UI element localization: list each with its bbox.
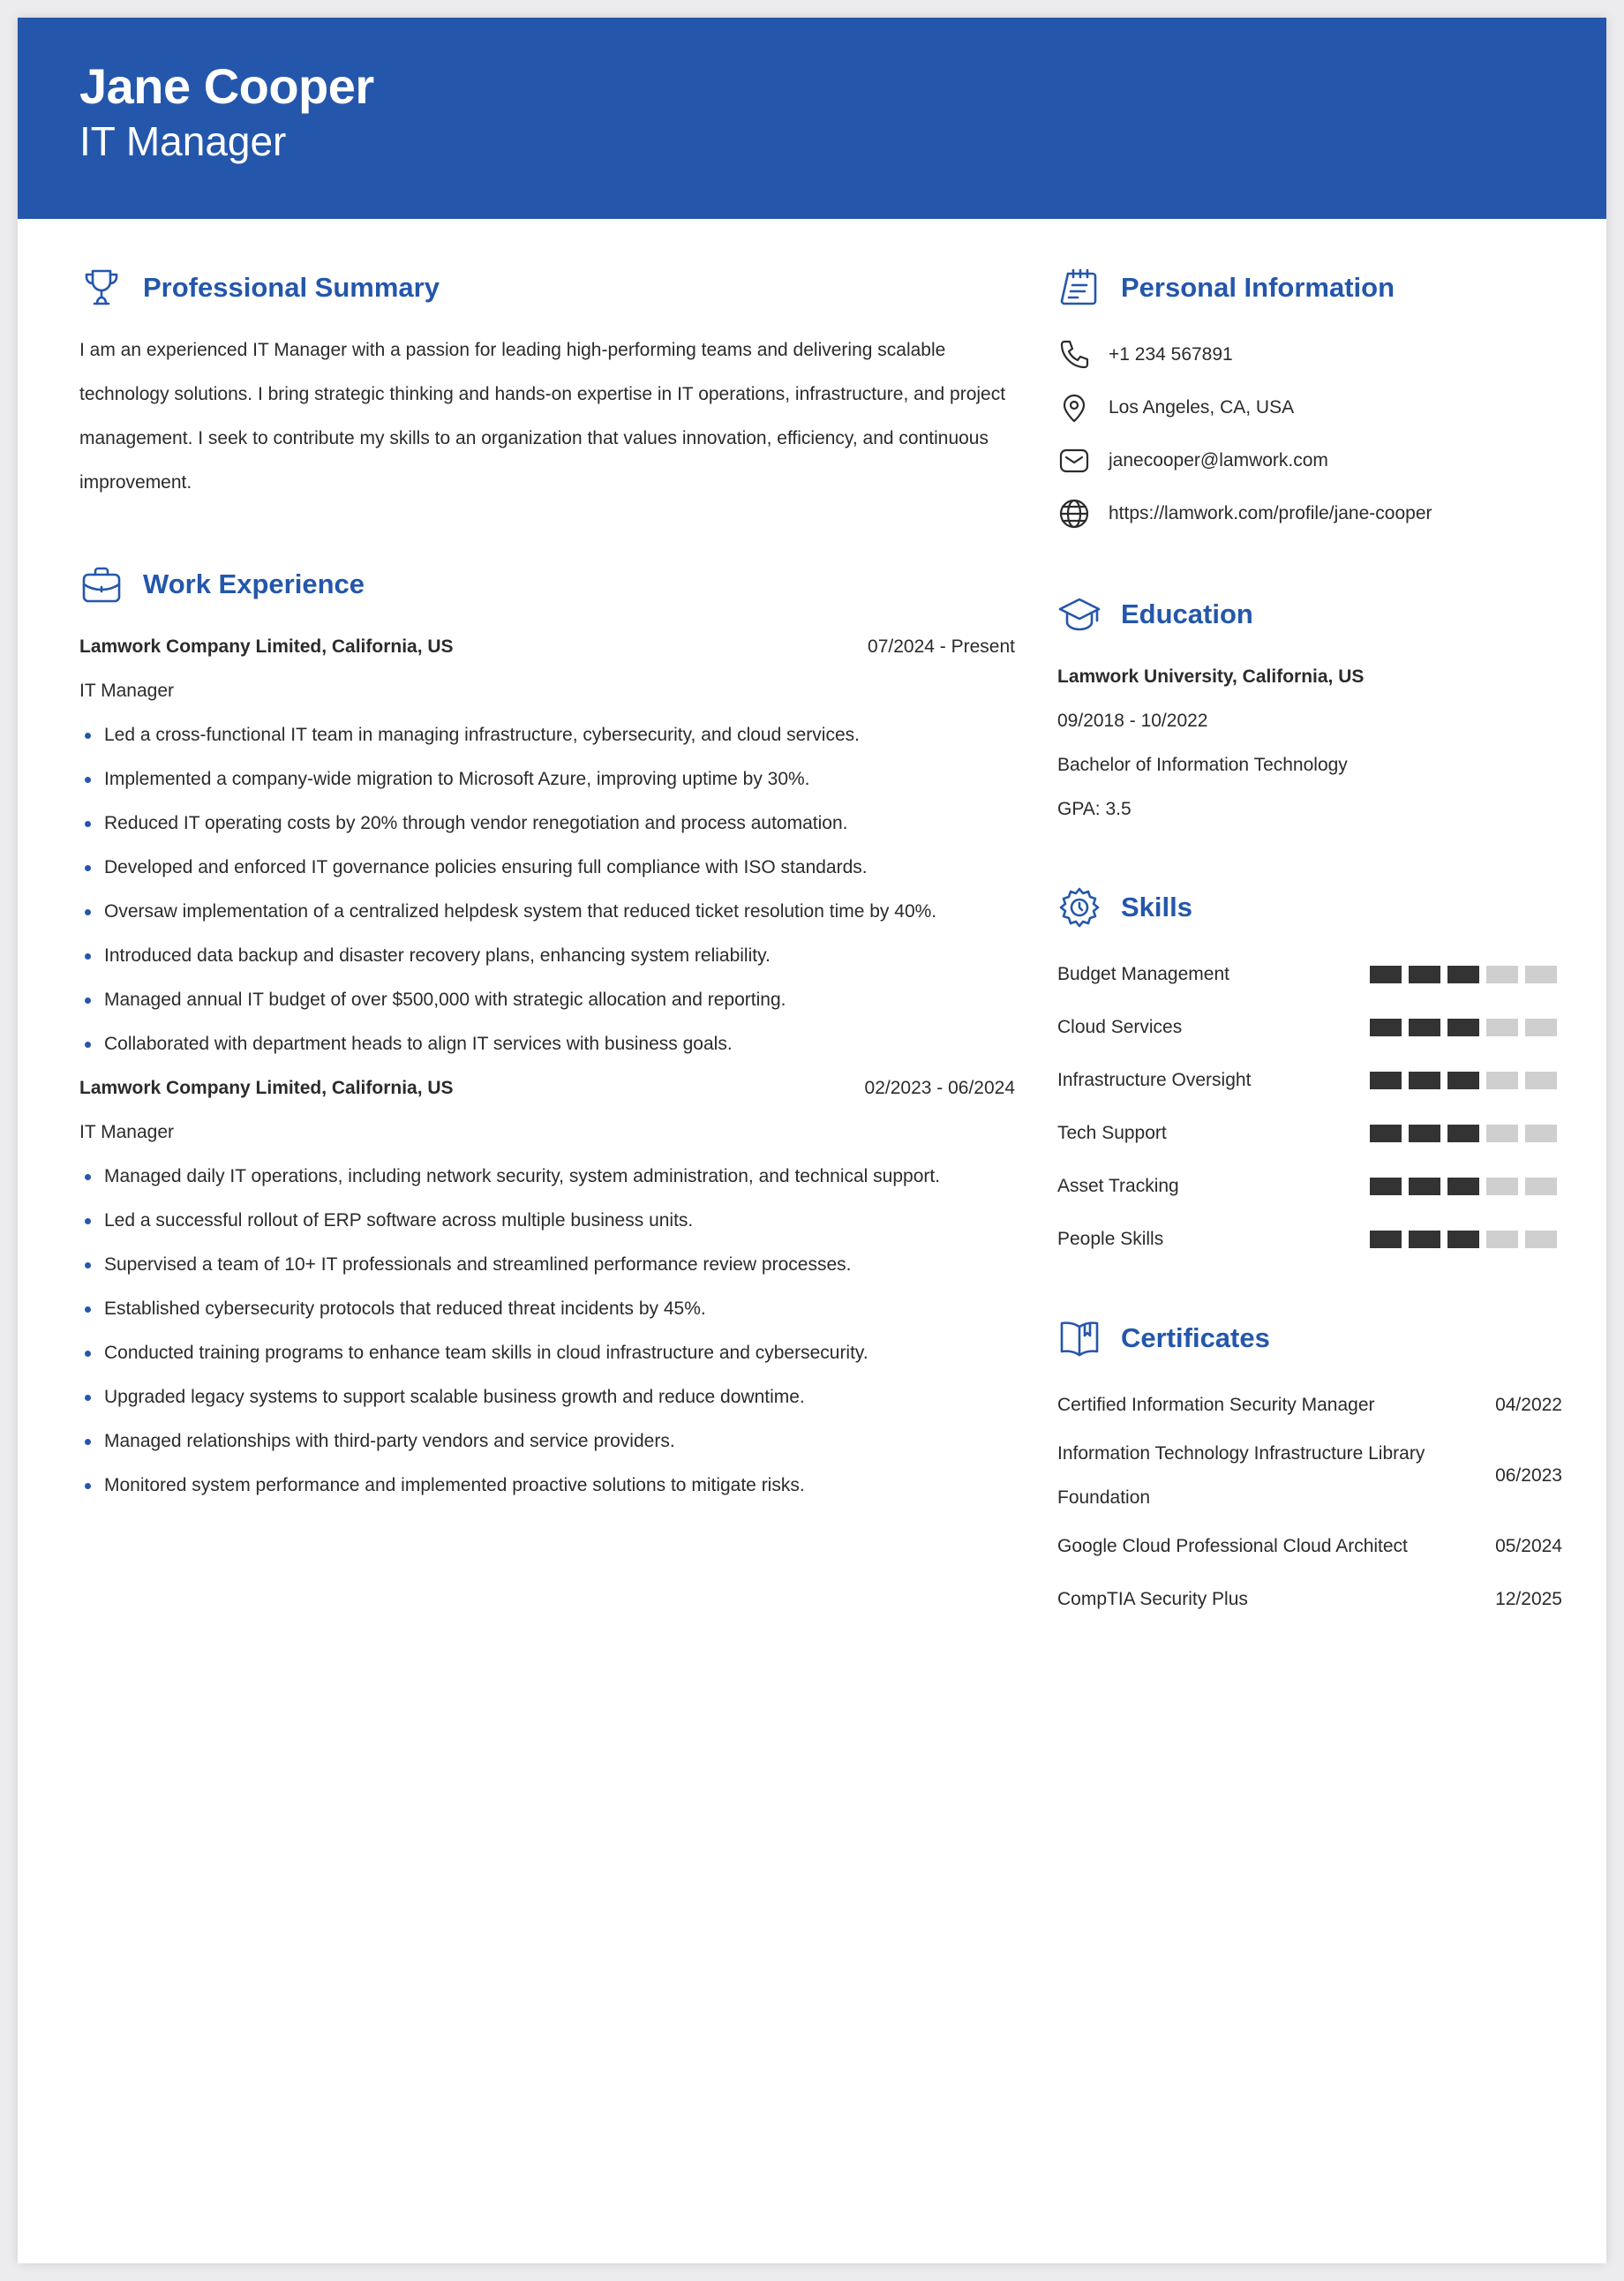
skill-level-filled [1447,1125,1479,1142]
section-title: Skills [1121,892,1192,922]
skill-level-empty [1525,1231,1557,1248]
skill-level-empty [1525,1178,1557,1195]
bullet-item: Managed daily IT operations, including network security, system administration, and technical support. [104,1155,1015,1199]
section-title: Work Experience [143,568,365,599]
section-title: Education [1121,598,1253,629]
website-row [1057,487,1562,540]
graduation-cap-icon [1057,592,1101,636]
globe-icon [1057,497,1091,531]
certificate-row [1057,1432,1562,1520]
job-role: IT Manager [79,1122,174,1142]
resume-header [18,18,1606,219]
skill-level-filled [1409,1019,1440,1036]
skill-level-filled [1370,1019,1402,1036]
bullet-item: Collaborated with department heads to align IT services with business goals. [104,1022,1015,1066]
certificates-section [1057,1314,1562,1626]
skill-level-meter [1370,1231,1557,1248]
skill-level-meter [1370,1019,1557,1036]
section-title: Professional Summary [143,272,440,303]
skill-name: Asset Tracking [1057,1176,1179,1196]
skill-name: Budget Management [1057,964,1229,984]
job-header [79,1066,1015,1110]
skill-level-empty [1486,966,1518,983]
skill-level-filled [1447,1072,1479,1089]
skill-row [1057,1213,1562,1266]
candidate-name: Jane Cooper [79,58,374,114]
skill-level-meter [1370,1178,1557,1195]
job-header [79,625,1015,669]
section-header [1057,590,1562,639]
education-section [1057,590,1562,832]
briefcase-icon [79,562,124,606]
left-column [79,263,1015,1508]
bullet-item: Oversaw implementation of a centralized helpdesk system that reduced ticket resolution time by 40%. [104,890,1015,934]
skill-level-filled [1447,1019,1479,1036]
bullet-item: Introduced data backup and disaster recovery plans, enhancing system reliability. [104,934,1015,978]
section-title: Certificates [1121,1322,1270,1353]
skill-level-filled [1370,966,1402,983]
work-experience-section [79,560,1015,1508]
skill-level-filled [1447,1178,1479,1195]
skill-row [1057,1160,1562,1213]
job-dates: 02/2023 - 06/2024 [864,1078,1015,1098]
certificate-name: Information Technology Infrastructure Library Foundation [1057,1443,1425,1508]
phone-row [1057,328,1562,381]
skill-level-filled [1370,1231,1402,1248]
book-icon [1057,1316,1101,1360]
job-entry [79,1066,1015,1508]
certificate-date: 05/2024 [1495,1536,1562,1556]
skill-level-empty [1486,1231,1518,1248]
bullet-item: Led a cross-functional IT team in managing infrastructure, cybersecurity, and cloud services. [104,713,1015,757]
job-dates: 07/2024 - Present [868,636,1015,657]
summary-text: I am an experienced IT Manager with a passion for leading high-performing teams and delivering scalable technology solutions. I bring strategic thinking and hands-on expertise in IT operations, infrastructure, and project management. I seek to contribute my skills to an organization that values innovation, efficiency, and continuous improvement. [79,340,1006,493]
personal-information-section [1057,263,1562,540]
skills-section [1057,883,1562,1266]
candidate-title: IT Manager [79,118,287,164]
section-header [1057,1314,1562,1363]
skill-level-filled [1409,1072,1440,1089]
skill-name: Infrastructure Oversight [1057,1070,1252,1090]
section-header [79,263,1015,312]
phone-number: +1 234 567891 [1109,344,1233,365]
bullet-item: Managed annual IT budget of over $500,000 with strategic allocation and reporting. [104,978,1015,1022]
job-role: IT Manager [79,681,174,701]
skill-level-empty [1486,1178,1518,1195]
education-dates: 09/2018 - 10/2022 [1057,711,1208,731]
mail-icon [1057,444,1091,478]
skill-level-empty [1486,1019,1518,1036]
certificate-date: 06/2023 [1495,1465,1562,1486]
skill-row [1057,1107,1562,1160]
phone-icon [1057,338,1091,372]
skill-level-meter [1370,1072,1557,1089]
bullet-item: Upgraded legacy systems to support scalable business growth and reduce downtime. [104,1375,1015,1419]
skill-row [1057,948,1562,1001]
skill-name: Cloud Services [1057,1017,1183,1037]
certificate-name: Google Cloud Professional Cloud Architect [1057,1536,1408,1556]
professional-summary-section [79,263,1015,505]
gpa-text: GPA: 3.5 [1057,799,1132,819]
degree-name: Bachelor of Information Technology [1057,755,1348,775]
skill-list [1057,948,1562,1266]
section-header [1057,883,1562,932]
skill-level-empty [1525,1019,1557,1036]
bullet-item: Implemented a company-wide migration to Microsoft Azure, improving uptime by 30%. [104,757,1015,802]
bullet-item: Led a successful rollout of ERP software across multiple business units. [104,1199,1015,1243]
skill-level-empty [1525,966,1557,983]
website-link[interactable]: https://lamwork.com/profile/jane-cooper [1109,503,1432,523]
bullet-item: Supervised a team of 10+ IT professionals and streamlined performance review processes. [104,1243,1015,1287]
certificate-date: 04/2022 [1495,1395,1562,1415]
job-company: Lamwork Company Limited, California, US [79,636,454,657]
location-pin-icon [1057,391,1091,425]
skill-name: People Skills [1057,1229,1164,1249]
skill-level-filled [1370,1072,1402,1089]
skill-level-filled [1370,1125,1402,1142]
skill-name: Tech Support [1057,1123,1167,1143]
certificate-row [1057,1573,1562,1626]
skill-level-empty [1486,1072,1518,1089]
bullet-item: Developed and enforced IT governance policies ensuring full compliance with ISO standards. [104,846,1015,890]
job-bullets [79,713,1015,1066]
skill-level-filled [1447,966,1479,983]
bullet-item: Established cybersecurity protocols that reduced threat incidents by 45%. [104,1287,1015,1331]
email-link[interactable]: janecooper@lamwork.com [1109,450,1328,471]
certificate-name: CompTIA Security Plus [1057,1589,1248,1609]
skill-level-meter [1370,1125,1557,1142]
section-header [1057,263,1562,312]
job-entry [79,625,1015,1066]
bullet-item: Conducted training programs to enhance team skills in cloud infrastructure and cybersecurity. [104,1331,1015,1375]
section-title: Personal Information [1121,272,1395,303]
skill-row [1057,1001,1562,1054]
id-card-icon [1057,266,1101,310]
location-row [1057,381,1562,434]
skill-level-meter [1370,966,1557,983]
bullet-item: Monitored system performance and implemented proactive solutions to mitigate risks. [104,1464,1015,1508]
bullet-item: Managed relationships with third-party vendors and service providers. [104,1419,1015,1464]
email-row [1057,434,1562,487]
skill-level-empty [1486,1125,1518,1142]
skill-level-filled [1409,1231,1440,1248]
job-bullets [79,1155,1015,1508]
skill-level-empty [1525,1125,1557,1142]
certificate-name: Certified Information Security Manager [1057,1395,1375,1415]
section-header [79,560,1015,609]
job-company: Lamwork Company Limited, California, US [79,1078,454,1098]
certificate-row [1057,1520,1562,1573]
gear-icon [1057,885,1101,930]
right-column [1057,263,1562,1626]
bullet-item: Reduced IT operating costs by 20% through vendor renegotiation and process automation. [104,802,1015,846]
skill-level-filled [1370,1178,1402,1195]
certificate-list [1057,1379,1562,1626]
skill-level-filled [1447,1231,1479,1248]
school-name: Lamwork University, California, US [1057,666,1365,687]
skill-level-filled [1409,1125,1440,1142]
skill-row [1057,1054,1562,1107]
certificate-row [1057,1379,1562,1432]
skill-level-filled [1409,966,1440,983]
skill-level-filled [1409,1178,1440,1195]
location-text: Los Angeles, CA, USA [1109,397,1295,418]
certificate-date: 12/2025 [1495,1589,1562,1609]
trophy-icon [79,266,124,310]
skill-level-empty [1525,1072,1557,1089]
resume-page [18,18,1606,2263]
job-list [79,625,1015,1508]
